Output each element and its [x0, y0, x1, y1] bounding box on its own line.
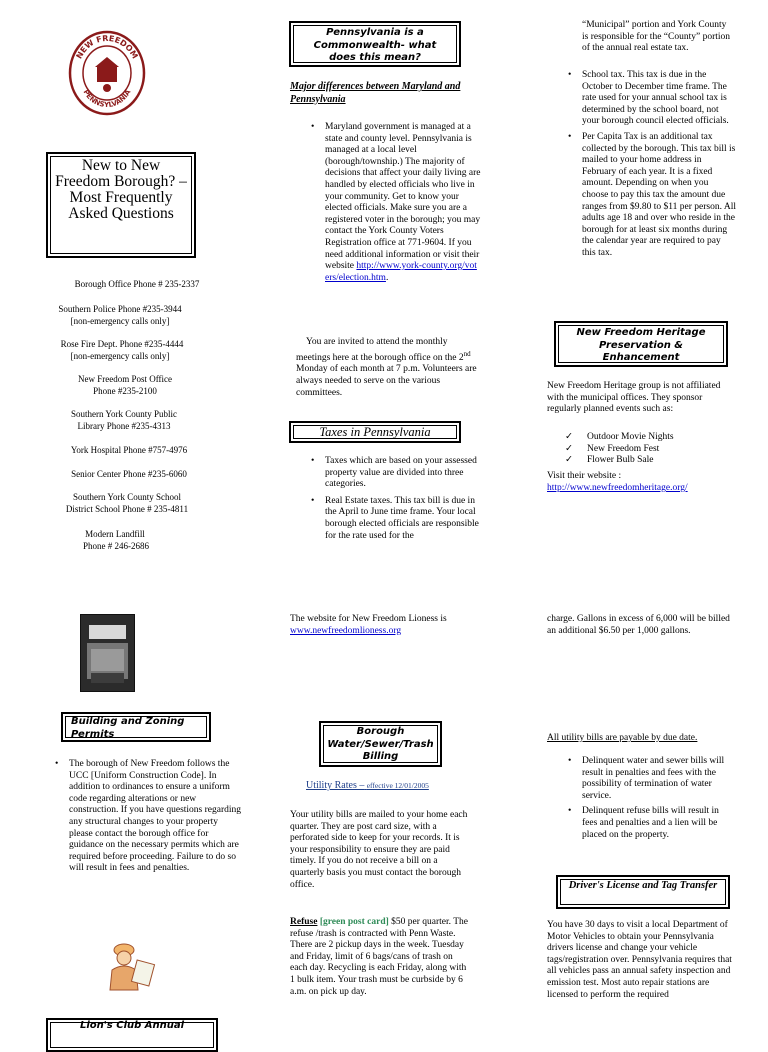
refuse-text: Refuse [green post card] $50 per quarter. The refuse /trash is contracted with Penn Waste. There are 2 pickup days in the week. Tuesday and Friday, limit of 6 bags/cans of trash on each day. Recycling is each Friday, along with 1 bulk item. Your trash must be curbside by 6 a.m. on pick up day.: [290, 917, 469, 997]
brochure-title-box: [46, 152, 196, 258]
borough-seal: [68, 30, 146, 116]
list-item: • Real Estate taxes. This tax bill is due in the April to June time frame. Your local borough elected officials are responsible for the rate used for the: [311, 495, 479, 541]
phone-library-number: Library Phone #235-4313: [77, 421, 171, 431]
seal-top-text: NEW FREEDOM: [74, 33, 140, 61]
svg-text:NEW FREEDOM: [74, 34, 139, 60]
phone-police: Southern Police Phone #235-3944: [58, 304, 182, 314]
check-icon: ✓: [565, 443, 573, 454]
md-pa-list: [303, 122, 481, 284]
lioness-text: The website for New Freedom Lioness is www.newfreedomlioness.org: [290, 614, 447, 636]
building-permits-title: Building and Zoning Permits: [61, 712, 211, 742]
phone-school: Southern York County School: [72, 492, 181, 502]
phone-senior-center: Senior Center Phone #235-6060: [71, 469, 187, 479]
heritage-text: New Freedom Heritage group is not affiliated with the municipal offices. They sponsor regularly planned events such as:: [547, 381, 721, 415]
seal-logo: [68, 30, 146, 116]
heritage-visit-text: Visit their website :: [547, 471, 622, 481]
phone-police-note: [non-emergency calls only]: [70, 316, 170, 326]
tax-types-list: [560, 70, 736, 260]
list-item: • The borough of New Freedom follows the UCC [Uniform Construction Code]. In addition to ordinances to ensure a uniform code regarding alterations or new construction. If you have questions regarding any structural changes to your property please contact the borough office for guidance on the necessary permits which are required before proceeding. Failure to do so will result in fees and penalties.: [55, 759, 242, 874]
phone-fire: Rose Fire Dept. Phone #235-4444: [60, 339, 184, 349]
building-permits-list: [47, 759, 242, 875]
list-item: ✓ New Freedom Fest: [565, 443, 660, 454]
taxes-title: Taxes in Pennsylvania: [289, 421, 461, 443]
list-item: ✓ Flower Bulb Sale: [565, 455, 654, 466]
list-item: ✓ Outdoor Movie Nights: [565, 432, 674, 442]
bullet-icon: •: [311, 122, 315, 132]
heritage-title: New Freedom Heritage Preservation & Enhancement: [554, 321, 728, 367]
phone-library: Southern York County Public: [70, 409, 177, 419]
commonwealth-title: Pennsylvania is a Commonwealth- what does this mean?: [289, 21, 461, 67]
bullet-icon: •: [311, 495, 315, 506]
worker-clipart: [104, 940, 156, 996]
phone-school-number: District School Phone # 235-4811: [65, 504, 189, 514]
bullet-icon: •: [568, 131, 572, 142]
list-item: • Maryland government is managed at a state and county level. Pennsylvania is managed at a local level (borough/township.) The majority of decisions that affect your daily living are handled by elected officials who live in your community. Get to know your elected officials. Make sure you are a registered voter in the borough; you may contact the York County Voters Registration office at 771-9604. If you need additional information or visit their website http://www.york-county.org/voters/election.htm.: [311, 122, 481, 283]
bullet-icon: •: [55, 759, 59, 769]
phone-fire-note: [non-emergency calls only]: [70, 351, 170, 361]
delinquent-list: [560, 756, 736, 841]
phone-landfill-number: Phone # 246-2686: [83, 541, 149, 551]
phone-hospital: York Hospital Phone #757-4976: [70, 445, 188, 455]
list-item: • Taxes which are based on your assessed property value are divided into three categories.: [311, 456, 477, 490]
utility-rates-heading: Utility Rates – effective 12/01/2005: [306, 780, 429, 791]
list-item: • School tax. This tax is due in the October to December time frame. The rate used for your annual school tax is determined by the school board, not your borough council elected officials.: [568, 70, 729, 127]
real-estate-continued: “Municipal” portion and York County is responsible for the “County” portion of the annual real estate tax.: [582, 20, 731, 54]
bullet-icon: •: [568, 70, 572, 80]
bullet-icon: •: [568, 806, 572, 817]
utility-bills-text: Your utility bills are mailed to your home each quarter. They are post card size, with a perforated side to keep for your records. It is your responsibility to ensure they are paid timely. If you do not receive a bill on a quarterly basis you must contact the borough office.: [290, 810, 468, 890]
md-pa-differences-heading: Major differences between Maryland and Pennsylvania: [290, 81, 461, 105]
bullet-icon: •: [311, 456, 315, 466]
book-cover-image: [80, 614, 135, 692]
drivers-license-text: You have 30 days to visit a local Department of Motor Vehicles to obtain your Pennsylvania drivers license and change your vehicle tags/registration over. Pennsylvania requires that all vehicles pass an annual safety inspection and emission test. Most auto repair stations are licensed to perform the required: [547, 920, 732, 1000]
taxes-list: [303, 456, 481, 542]
drivers-license-title: Driver's License and Tag Transfer: [556, 875, 730, 909]
seal-bottom-text: PENNSYLVANIA: [81, 88, 133, 110]
lioness-link[interactable]: www.newfreedomlioness.org: [290, 625, 402, 636]
check-icon: ✓: [565, 455, 573, 466]
monthly-meetings-text: You are invited to attend the monthly meetings here at the borough office on the 2nd Monday of each month at 7 p.m. Volunteers are always needed to serve on the various committees.: [296, 337, 477, 398]
list-item: • Per Capita Tax is an additional tax collected by the borough. This tax bill is mailed to your home address in February of each year. It is a fixed amount. Depending on when you choose to pay this tax the amount due ranges from $9.80 to $11 per person. All adults age 18 and over who reside in the borough for at least six months during the calendar year are required to pay this tax.: [568, 131, 736, 258]
list-item: • Delinquent refuse bills will result in fees and penalties and a lien will be placed on the property.: [568, 806, 719, 840]
heritage-events: [565, 432, 735, 467]
payable-by-due-date: All utility bills are payable by due date.: [547, 733, 698, 743]
phone-borough-office: Borough Office Phone # 235-2337: [74, 279, 200, 289]
phone-post-office: New Freedom Post Office: [77, 374, 173, 384]
water-charge-text: charge. Gallons in excess of 6,000 will be billed an additional $6.50 per 1,000 gallons.: [547, 614, 730, 636]
york-county-voter-link[interactable]: http://www.york-county.org/voters/election.htm: [325, 261, 477, 283]
list-item: • Delinquent water and sewer bills will result in penalties and fees with the possibility of termination of water service.: [568, 756, 725, 801]
phone-post-office-number: Phone #235-2100: [93, 386, 157, 396]
bullet-icon: •: [568, 756, 572, 766]
check-icon: ✓: [565, 432, 573, 442]
heritage-link[interactable]: http://www.newfreedomheritage.org/: [547, 483, 688, 493]
brochure-title: New to New Freedom Borough? – Most Frequently Asked Questions: [55, 157, 187, 222]
water-billing-title: Borough Water/Sewer/Trash Billing: [319, 721, 442, 767]
lions-club-title: Lion's Club Annual: [46, 1018, 218, 1052]
phone-landfill: Modern Landfill: [85, 529, 145, 539]
